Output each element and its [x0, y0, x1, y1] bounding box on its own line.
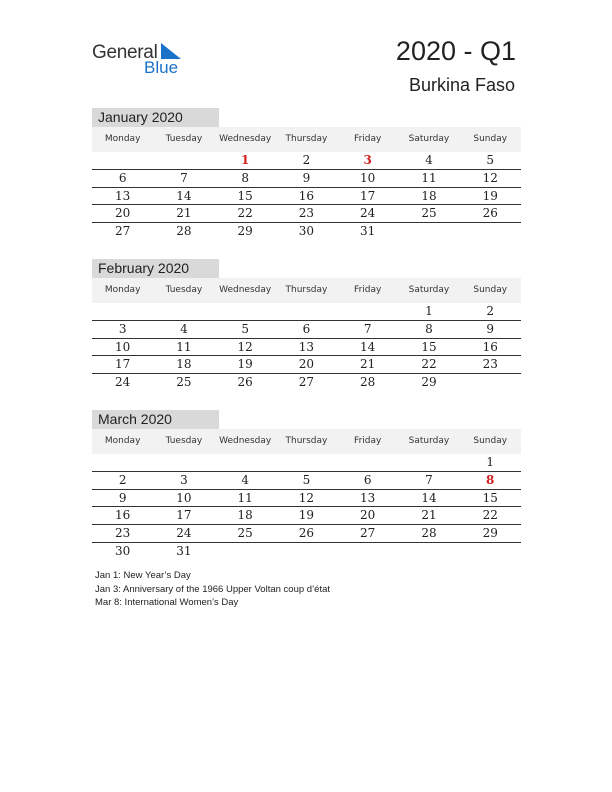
day-cell: 5 [302, 472, 311, 487]
day-cell: 27 [114, 224, 131, 239]
day-cell: 23 [298, 206, 315, 221]
day-cell: 6 [302, 321, 311, 336]
day-cell [215, 303, 276, 320]
day-cell: 23 [482, 357, 498, 372]
day-cell: 3 [118, 321, 127, 336]
day-cell: 26 [298, 526, 315, 541]
weekday-label: Sunday [473, 134, 508, 144]
day-cell: 16 [482, 339, 498, 354]
day-cell [398, 223, 459, 240]
day-cell: 22 [421, 357, 437, 372]
day-cell: 12 [482, 170, 498, 185]
day-cell [276, 543, 337, 560]
month-february [92, 259, 521, 391]
day-cell: 15 [237, 188, 253, 203]
calendar-grid [92, 429, 521, 560]
week-row [92, 356, 521, 374]
day-cell: 29 [482, 526, 498, 541]
weekday-label: Saturday [408, 134, 450, 144]
weekday-label: Wednesday [219, 285, 272, 295]
weekday-label: Sunday [473, 436, 508, 446]
day-cell: 31 [360, 224, 376, 239]
day-cell: 14 [421, 490, 437, 505]
week-row [92, 454, 521, 472]
day-cell [337, 543, 398, 560]
day-cell: 27 [360, 526, 376, 541]
weekday-label: Wednesday [219, 134, 272, 144]
day-cell: 1 [486, 455, 495, 469]
day-cell: 25 [176, 375, 192, 390]
day-cell: 20 [298, 357, 315, 372]
day-cell: 8 [241, 170, 249, 185]
holiday-day-cell: 1 [240, 153, 250, 167]
day-cell [460, 223, 521, 240]
day-cell: 16 [298, 188, 315, 203]
day-cell: 12 [237, 339, 253, 354]
day-cell: 15 [421, 339, 437, 354]
week-row [92, 303, 521, 321]
holiday-note: Jan 3: Anniversary of the 1966 Upper Voltan coup d’état [95, 583, 331, 595]
week-row [92, 472, 521, 490]
day-cell: 13 [114, 188, 131, 203]
month-label: January 2020 [92, 108, 219, 127]
day-cell: 1 [425, 304, 433, 318]
day-cell [215, 543, 276, 560]
week-row [92, 152, 521, 170]
day-cell: 26 [482, 206, 498, 221]
day-cell: 15 [482, 490, 498, 505]
day-cell: 11 [176, 339, 192, 354]
weekday-label: Monday [104, 134, 141, 144]
day-cell [398, 543, 459, 560]
day-cell: 19 [482, 188, 498, 203]
day-cell: 20 [114, 206, 131, 221]
day-cell: 21 [176, 206, 192, 221]
weekday-label: Thursday [285, 436, 328, 446]
day-cell: 26 [237, 375, 253, 390]
day-cell: 6 [363, 472, 372, 487]
day-cell [215, 454, 276, 471]
day-cell: 19 [298, 508, 315, 523]
month-january [92, 108, 521, 240]
day-cell: 17 [176, 508, 192, 523]
day-cell: 7 [363, 321, 372, 336]
day-cell: 8 [425, 321, 433, 336]
month-march [92, 410, 521, 560]
holiday-note: Mar 8: International Women’s Day [95, 597, 239, 608]
day-cell [460, 543, 521, 560]
day-cell: 19 [237, 357, 253, 372]
day-cell: 28 [421, 526, 437, 541]
day-cell [92, 303, 153, 320]
weekday-label: Tuesday [165, 436, 203, 446]
day-cell [398, 454, 459, 471]
month-label: March 2020 [92, 410, 219, 429]
day-cell: 28 [360, 375, 376, 390]
day-cell: 24 [360, 206, 376, 221]
day-cell: 2 [486, 304, 495, 318]
day-cell [92, 454, 153, 471]
day-cell: 10 [360, 170, 376, 185]
generalblue-logo [92, 40, 192, 80]
day-cell: 4 [241, 472, 249, 487]
day-cell: 14 [176, 188, 192, 203]
day-cell [337, 454, 398, 471]
day-cell: 13 [360, 490, 376, 505]
day-cell: 13 [298, 339, 315, 354]
day-cell [153, 454, 214, 471]
day-cell: 25 [237, 526, 253, 541]
week-row [92, 374, 521, 391]
day-cell: 4 [180, 321, 188, 336]
country-name: Burkina Faso [408, 75, 515, 95]
day-cell: 7 [425, 472, 433, 487]
week-row [92, 205, 521, 223]
page-title: 2020 - Q1 [395, 36, 516, 66]
day-cell: 11 [237, 490, 253, 505]
day-cell: 29 [237, 224, 253, 239]
day-cell: 24 [176, 526, 192, 541]
day-cell: 18 [176, 357, 192, 372]
weekday-label: Thursday [285, 285, 328, 295]
holiday-day-cell: 8 [486, 472, 495, 487]
week-row [92, 188, 521, 206]
day-cell [92, 152, 153, 169]
day-cell: 30 [114, 543, 131, 558]
day-cell: 29 [421, 375, 437, 390]
day-cell: 9 [118, 490, 127, 505]
day-cell: 14 [360, 339, 376, 354]
weekday-label: Friday [354, 436, 382, 446]
day-cell: 12 [298, 490, 315, 505]
day-cell: 24 [114, 375, 131, 390]
logo-blue-text: Blue [144, 58, 179, 77]
day-cell: 3 [180, 472, 188, 487]
day-cell: 10 [176, 490, 192, 505]
day-cell: 21 [360, 357, 376, 372]
day-cell: 17 [360, 188, 376, 203]
weekday-label: Tuesday [165, 285, 203, 295]
week-row [92, 507, 521, 525]
weekday-header-row [92, 429, 521, 454]
weekday-label: Saturday [408, 285, 450, 295]
weekday-label: Saturday [408, 436, 450, 446]
day-cell: 16 [114, 508, 131, 523]
holiday-notes [95, 569, 330, 610]
weekday-label: Friday [354, 134, 382, 144]
day-cell: 9 [486, 321, 495, 336]
weekday-label: Friday [354, 285, 382, 295]
day-cell: 11 [421, 170, 437, 185]
day-cell [153, 152, 214, 169]
day-cell: 9 [302, 170, 311, 185]
day-cell: 6 [118, 170, 127, 185]
day-cell: 2 [302, 153, 311, 167]
day-cell: 2 [118, 472, 127, 487]
day-cell [276, 454, 337, 471]
day-cell: 31 [176, 543, 192, 558]
day-cell: 7 [180, 170, 188, 185]
logo-triangle-icon [161, 43, 181, 59]
weekday-header-row [92, 278, 521, 303]
day-cell: 20 [360, 508, 376, 523]
day-cell: 30 [298, 224, 315, 239]
day-cell: 21 [421, 508, 437, 523]
day-cell [460, 374, 521, 391]
week-row [92, 490, 521, 508]
month-label: February 2020 [92, 259, 219, 278]
holiday-note: Jan 1: New Year’s Day [95, 570, 191, 581]
day-cell [153, 303, 214, 320]
day-cell [337, 303, 398, 320]
calendar-grid [92, 278, 521, 391]
day-cell: 28 [176, 224, 192, 239]
day-cell: 18 [237, 508, 253, 523]
weekday-label: Sunday [473, 285, 508, 295]
weekday-header-row [92, 127, 521, 152]
day-cell: 5 [241, 321, 249, 336]
day-cell: 4 [425, 153, 433, 167]
day-cell: 22 [237, 206, 253, 221]
week-row [92, 543, 521, 560]
week-row [92, 525, 521, 543]
day-cell: 5 [486, 153, 495, 167]
weekday-label: Monday [104, 436, 141, 446]
day-cell: 22 [482, 508, 498, 523]
weekday-label: Tuesday [165, 134, 203, 144]
day-cell: 25 [421, 206, 437, 221]
day-cell: 23 [114, 526, 131, 541]
day-cell: 17 [114, 357, 131, 372]
calendar-grid [92, 127, 521, 240]
day-cell: 18 [421, 188, 437, 203]
holiday-day-cell: 3 [363, 153, 372, 167]
day-cell: 10 [114, 339, 131, 354]
weekday-label: Wednesday [219, 436, 272, 446]
weekday-label: Monday [104, 285, 141, 295]
week-row [92, 339, 521, 357]
week-row [92, 321, 521, 339]
day-cell [276, 303, 337, 320]
logo-general-text: General [92, 42, 158, 63]
weekday-label: Thursday [285, 134, 328, 144]
day-cell: 27 [298, 375, 315, 390]
week-row [92, 170, 521, 188]
week-row [92, 223, 521, 240]
